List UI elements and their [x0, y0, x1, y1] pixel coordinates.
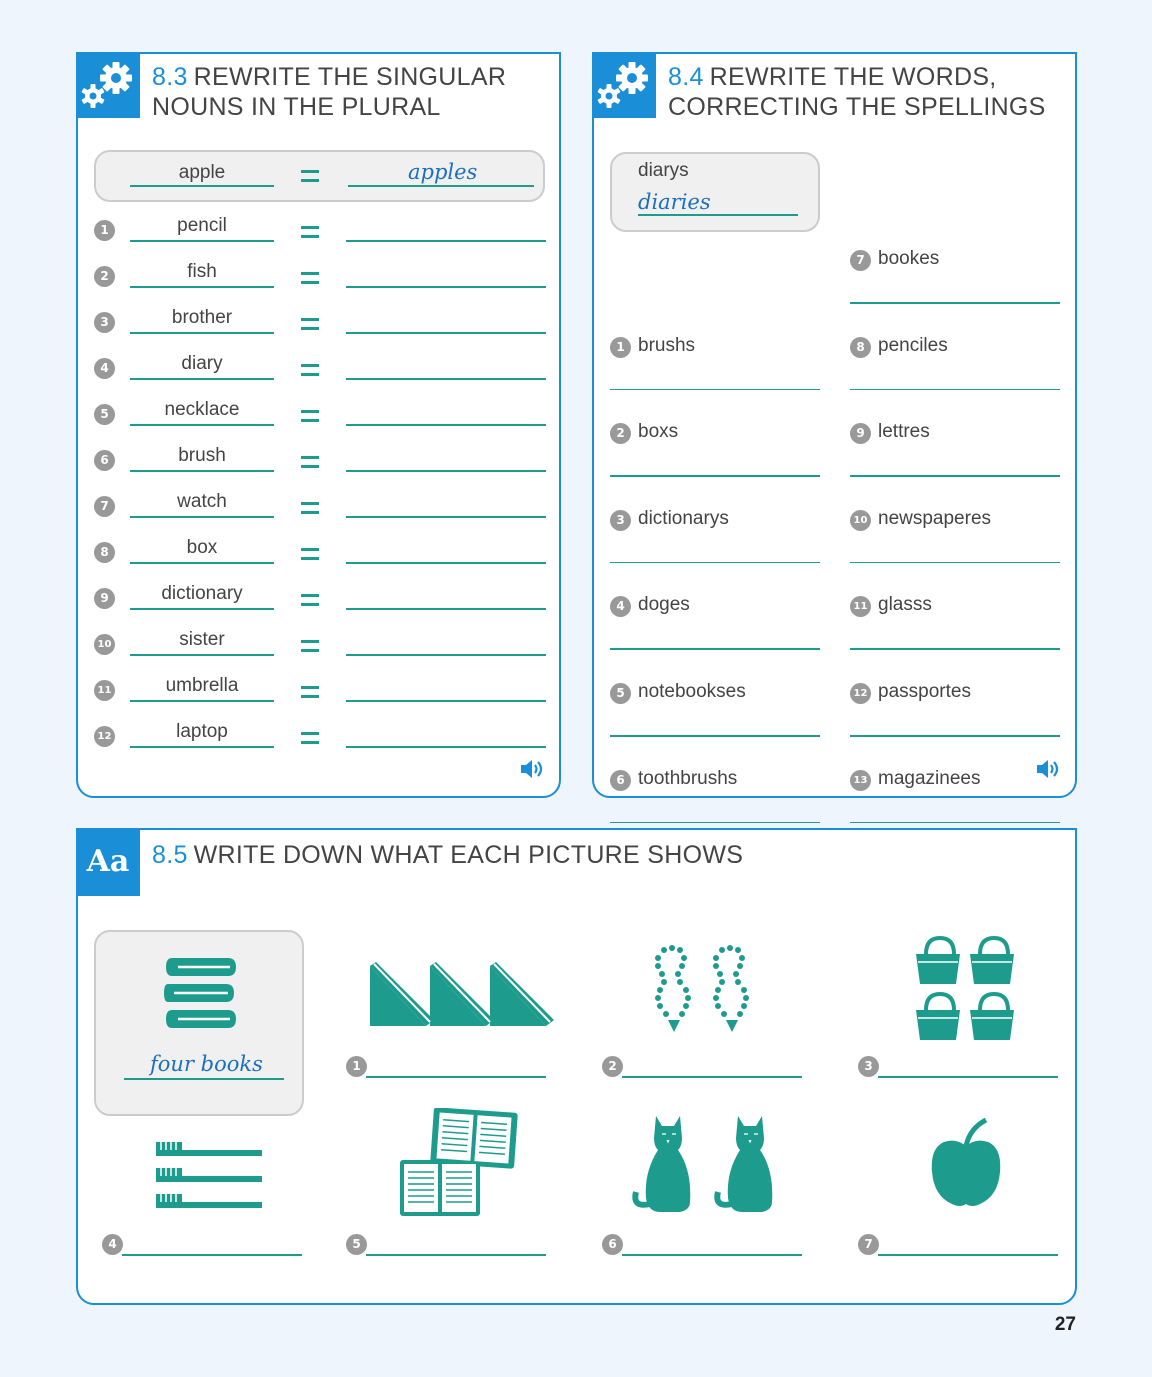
item-number: 1 [610, 337, 631, 358]
vocabulary-icon: Aa [76, 828, 140, 896]
singular-word: necklace [164, 399, 240, 420]
picture-answer-line[interactable] [878, 1254, 1058, 1256]
exercise-title: 8.4 REWRITE THE WORDS, CORRECTING THE SPELLINGS [668, 63, 1046, 121]
word-underline [130, 746, 274, 748]
item-number: 11 [94, 680, 115, 701]
item-number: 5 [610, 683, 631, 704]
misspelled-word: newspaperes [878, 507, 992, 529]
equals-sign [301, 226, 319, 238]
item-number: 5 [346, 1234, 367, 1255]
misspelled-word: brushs [638, 334, 696, 356]
corrected-answer-line[interactable] [610, 735, 820, 737]
audio-icon[interactable] [519, 757, 547, 781]
equals-sign [301, 548, 319, 560]
exercise-8-5-panel [76, 828, 1077, 1305]
item-number: 10 [850, 510, 871, 531]
plural-answer-line[interactable] [346, 516, 546, 518]
corrected-answer-line[interactable] [610, 648, 820, 650]
word-underline [130, 700, 274, 702]
exercise-title: 8.5 WRITE DOWN WHAT EACH PICTURE SHOWS [152, 841, 744, 869]
word-underline [130, 332, 274, 334]
plural-answer-line[interactable] [346, 470, 546, 472]
word-underline [130, 654, 274, 656]
item-number: 10 [94, 634, 115, 655]
singular-word: diary [181, 353, 223, 374]
corrected-answer-line[interactable] [850, 562, 1060, 564]
misspelled-word: bookes [878, 248, 940, 269]
misspelled-word: magazinees [878, 767, 981, 789]
example-word: apple [178, 162, 226, 183]
misspelled-word: lettres [878, 421, 930, 443]
equals-sign [301, 410, 319, 422]
item-number: 8 [94, 542, 115, 563]
cats-icon [630, 1112, 790, 1216]
item-number: 6 [602, 1234, 623, 1255]
misspelled-word: toothbrushs [638, 767, 738, 789]
books-icon [164, 954, 240, 1038]
plural-answer-line[interactable] [346, 378, 546, 380]
singular-word: sister [179, 629, 225, 650]
equals-sign [301, 640, 319, 652]
item-number: 2 [94, 266, 115, 287]
singular-word: laptop [176, 721, 228, 742]
equals-sign [301, 594, 319, 606]
picture-answer-line[interactable] [878, 1076, 1058, 1078]
word-underline [130, 378, 274, 380]
item-number: 3 [610, 510, 631, 531]
corrected-answer-line[interactable] [850, 389, 1060, 391]
exercise-title: 8.3 REWRITE THE SINGULAR NOUNS IN THE PLURAL [152, 63, 507, 121]
singular-word: brother [171, 307, 233, 328]
singular-word: box [186, 537, 218, 558]
misspelled-word: boxs [638, 421, 679, 443]
item-number: 5 [94, 404, 115, 425]
sandwiches-icon [362, 958, 554, 1038]
item-number: 7 [850, 250, 871, 271]
corrected-answer-line[interactable] [610, 475, 820, 477]
item-number: 2 [610, 423, 631, 444]
exercise-8-3-panel [76, 52, 561, 798]
item-number: 6 [610, 770, 631, 791]
singular-word: watch [177, 491, 227, 512]
gears-icon [592, 52, 656, 118]
equals-sign [301, 364, 319, 376]
item-number: 12 [850, 683, 871, 704]
item-number: 7 [94, 496, 115, 517]
word-underline [130, 516, 274, 518]
plural-answer-line[interactable] [346, 608, 546, 610]
word-underline [130, 424, 274, 426]
corrected-answer-line[interactable] [850, 735, 1060, 737]
picture-answer-line[interactable] [622, 1254, 802, 1256]
item-number: 3 [858, 1056, 879, 1077]
picture-answer-line[interactable] [122, 1254, 302, 1256]
corrected-answer-line[interactable] [850, 648, 1060, 650]
plural-answer-line[interactable] [346, 654, 546, 656]
equals-sign [301, 686, 319, 698]
necklaces-icon [650, 944, 762, 1044]
example-answer: four books [150, 1052, 263, 1076]
misspelled-word: notebookses [638, 681, 746, 702]
picture-answer-line[interactable] [622, 1076, 802, 1078]
equals-sign [301, 318, 319, 330]
gears-icon [76, 52, 140, 118]
audio-icon[interactable] [1035, 757, 1063, 781]
plural-answer-line[interactable] [346, 332, 546, 334]
word-underline [130, 562, 274, 564]
word-underline [130, 470, 274, 472]
item-number: 1 [346, 1056, 367, 1077]
word-underline [130, 608, 274, 610]
equals-sign [301, 502, 319, 514]
exercise-number: 8.5 [152, 841, 188, 869]
misspelled-word: dictionarys [638, 507, 729, 529]
example-answer: apples [408, 160, 478, 184]
example-answer: diaries [638, 190, 711, 214]
corrected-answer-line[interactable] [610, 822, 820, 824]
plural-answer-line[interactable] [346, 240, 546, 242]
equals-sign [301, 732, 319, 744]
item-number: 6 [94, 450, 115, 471]
corrected-answer-line[interactable] [610, 389, 820, 391]
word-underline [130, 286, 274, 288]
toothbrushes-icon [156, 1140, 264, 1218]
word-underline [130, 240, 274, 242]
singular-word: fish [187, 261, 217, 282]
corrected-answer-line[interactable] [610, 562, 820, 564]
plural-answer-line[interactable] [346, 746, 546, 748]
exercise-8-4-panel [592, 52, 1077, 798]
plural-answer-line[interactable] [346, 424, 546, 426]
item-number: 8 [850, 337, 871, 358]
item-number: 2 [602, 1056, 623, 1077]
exercise-number: 8.3 [152, 63, 188, 91]
item-number: 7 [858, 1234, 879, 1255]
item-number: 9 [94, 588, 115, 609]
page-number: 27 [1054, 1314, 1076, 1335]
item-number: 13 [850, 770, 871, 791]
item-number: 11 [850, 596, 871, 617]
item-number: 4 [94, 358, 115, 379]
item-number: 9 [850, 423, 871, 444]
corrected-answer-line[interactable] [850, 822, 1060, 824]
misspelled-word: passportes [878, 681, 971, 702]
item-number: 4 [102, 1234, 123, 1255]
picture-answer-line[interactable] [366, 1254, 546, 1256]
misspelled-word: doges [638, 594, 690, 616]
item-number: 1 [94, 220, 115, 241]
equals-sign [301, 272, 319, 284]
plural-answer-line[interactable] [346, 286, 546, 288]
apple-icon [930, 1118, 1002, 1208]
misspelled-word: glasss [878, 594, 932, 616]
equals-sign [301, 170, 319, 182]
plural-answer-line[interactable] [346, 700, 546, 702]
corrected-answer-line[interactable] [850, 475, 1060, 477]
handbags-icon [912, 934, 1016, 1040]
item-number: 3 [94, 312, 115, 333]
picture-answer-line[interactable] [366, 1076, 546, 1078]
equals-sign [301, 456, 319, 468]
diaries-icon [398, 1108, 518, 1220]
item-number: 4 [610, 596, 631, 617]
corrected-answer-line[interactable] [850, 302, 1060, 304]
misspelled-word: penciles [878, 334, 948, 356]
singular-word: brush [178, 445, 226, 466]
item-number: 12 [94, 726, 115, 747]
singular-word: pencil [177, 215, 227, 236]
singular-word: umbrella [165, 675, 239, 696]
exercise-number: 8.4 [668, 63, 704, 91]
singular-word: dictionary [161, 583, 243, 604]
example-word: diarys [638, 160, 689, 181]
plural-answer-line[interactable] [346, 562, 546, 564]
